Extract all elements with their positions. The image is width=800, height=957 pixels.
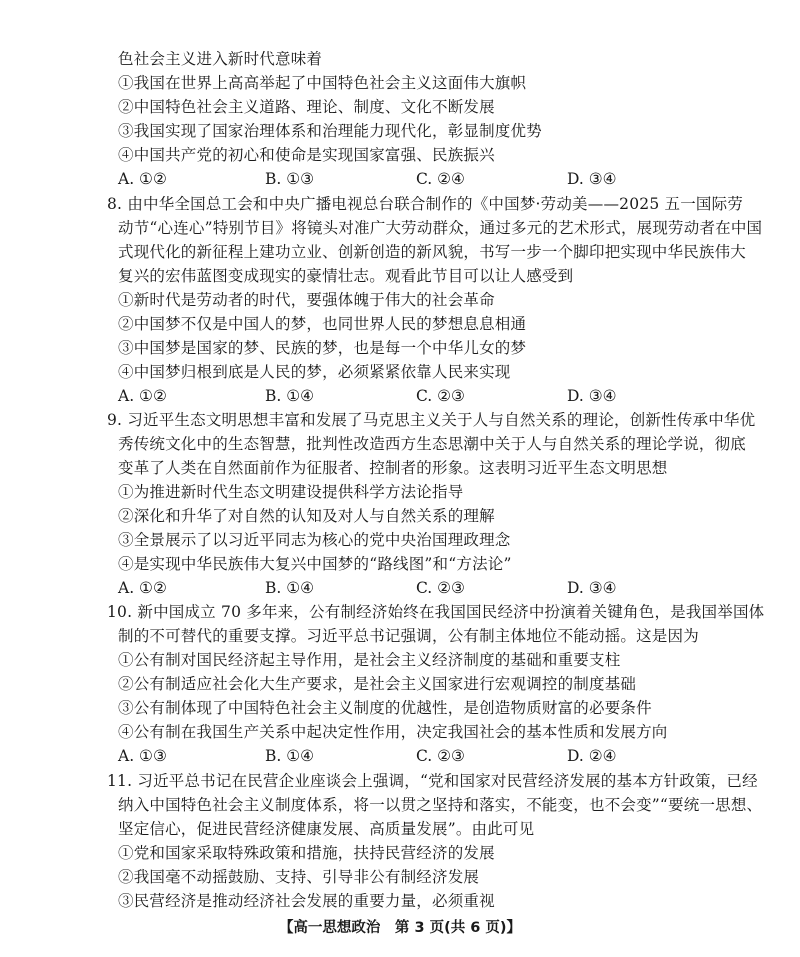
q11-stem-line-1: 11. 习近平总书记在民营企业座谈会上强调，“党和国家对民营经济发展的基本方针政策，已经 (107, 772, 758, 790)
q10-stem-line-2: 制的不可替代的重要支撑。习近平总书记强调，公有制主体地位不能动摇。这是因为 (118, 627, 699, 645)
q7-option-2: ②中国特色社会主义道路、理论、制度、文化不断发展 (118, 98, 495, 116)
q8-option-2: ②中国梦不仅是中国人的梦，也同世界人民的梦想息息相通 (118, 315, 527, 333)
q8-choice-a[interactable]: A. ①② (118, 387, 167, 405)
q10-choice-a[interactable]: A. ①③ (118, 747, 167, 765)
q9-stem-line-3: 变革了人类在自然面前作为征服者、控制者的形象。这表明习近平生态文明思想 (118, 459, 668, 477)
q11-option-3: ③民营经济是推动经济社会发展的重要力量，必须重视 (118, 892, 495, 910)
q8-choices (118, 384, 678, 408)
q7-choice-c[interactable]: C. ②④ (416, 170, 465, 188)
q9-option-4: ④是实现中华民族伟大复兴中国梦的“路线图”和“方法论” (118, 555, 512, 573)
q9-choice-b[interactable]: B. ①④ (265, 579, 315, 597)
q9-option-1: ①为推进新时代生态文明建设提供科学方法论指导 (118, 483, 464, 501)
q10-option-3: ③公有制体现了中国特色社会主义制度的优越性，是创造物质财富的必要条件 (118, 699, 652, 717)
q9-option-3: ③全景展示了以习近平同志为核心的党中央治国理政理念 (118, 531, 511, 549)
q8-choice-c[interactable]: C. ②③ (416, 387, 465, 405)
q7-option-3: ③我国实现了国家治理体系和治理能力现代化，彰显制度优势 (118, 122, 542, 140)
q10-choice-b[interactable]: B. ①④ (265, 747, 315, 765)
q9-choice-a[interactable]: A. ①② (118, 579, 167, 597)
q7-choices (118, 167, 678, 191)
q7-option-4: ④中国共产党的初心和使命是实现国家富强、民族振兴 (118, 146, 495, 164)
q11-option-2: ②我国毫不动摇鼓励、支持、引导非公有制经济发展 (118, 868, 480, 886)
q9-choice-c[interactable]: C. ②③ (416, 579, 465, 597)
q10-option-1: ①公有制对国民经济起主导作用，是社会主义经济制度的基础和重要支柱 (118, 651, 621, 669)
q10-choice-d[interactable]: D. ②④ (567, 747, 617, 765)
q8-stem-line-4: 复兴的宏伟蓝图变成现实的豪情壮志。观看此节目可以让人感受到 (118, 267, 574, 285)
q7-choice-a[interactable]: A. ①② (118, 170, 167, 188)
q11-stem-line-3: 坚定信心，促进民营经济健康发展、高质量发展”。由此可见 (118, 820, 535, 838)
q9-option-2: ②深化和升华了对自然的认知及对人与自然关系的理解 (118, 507, 495, 525)
q7-option-1: ①我国在世界上高高举起了中国特色社会主义这面伟大旗帜 (118, 74, 527, 92)
q9-choices (118, 576, 678, 600)
q7-choice-d[interactable]: D. ③④ (567, 170, 617, 188)
q8-choice-d[interactable]: D. ③④ (567, 387, 617, 405)
page-footer: 【高一思想政治 第 3 页(共 6 页)】 (278, 920, 522, 936)
q10-option-2: ②公有制适应社会化大生产要求，是社会主义国家进行宏观调控的制度基础 (118, 675, 637, 693)
q8-option-3: ③中国梦是国家的梦、民族的梦，也是每一个中华儿女的梦 (118, 339, 527, 357)
q10-stem-line-1: 10. 新中国成立 70 多年来，公有制经济始终在我国国民经济中扮演着关键角色，是我国举国体 (107, 603, 765, 621)
q10-option-4: ④公有制在我国生产关系中起决定性作用，决定我国社会的基本性质和发展方向 (118, 723, 668, 741)
q10-choice-c[interactable]: C. ②③ (416, 747, 465, 765)
q7-stem-tail: 色社会主义进入新时代意味着 (118, 50, 323, 68)
q8-stem-line-3: 式现代化的新征程上建功立业、创新创造的新风貌，书写一步一个脚印把实现中华民族伟大 (118, 243, 747, 261)
q11-stem-line-2: 纳入中国特色社会主义制度体系，将一以贯之坚持和落实，不能变，也不会变”“要统一思想、 (118, 796, 763, 814)
q9-stem-line-2: 秀传统文化中的生态智慧，批判性改造西方生态思潮中关于人与自然关系的理论学说，彻底 (118, 435, 747, 453)
q7-choice-b[interactable]: B. ①③ (265, 170, 315, 188)
q8-option-1: ①新时代是劳动者的时代，要强体魄于伟大的社会革命 (118, 291, 495, 309)
q9-stem-line-1: 9. 习近平生态文明思想丰富和发展了马克思主义关于人与自然关系的理论，创新性传承中华优 (107, 411, 756, 429)
q8-choice-b[interactable]: B. ①④ (265, 387, 315, 405)
q11-option-1: ①党和国家采取特殊政策和措施，扶持民营经济的发展 (118, 844, 495, 862)
q9-choice-d[interactable]: D. ③④ (567, 579, 617, 597)
q10-choices (118, 744, 678, 768)
q8-stem-line-2: 动节“心连心”特别节目》将镜头对准广大劳动群众，通过多元的艺术形式，展现劳动者在中国 (118, 219, 763, 237)
q8-option-4: ④中国梦归根到底是人民的梦，必须紧紧依靠人民来实现 (118, 363, 511, 381)
q8-stem-line-1: 8. 由中华全国总工会和中央广播电视总台联合制作的《中国梦·劳动美——2025 五一国际劳 (107, 195, 744, 213)
